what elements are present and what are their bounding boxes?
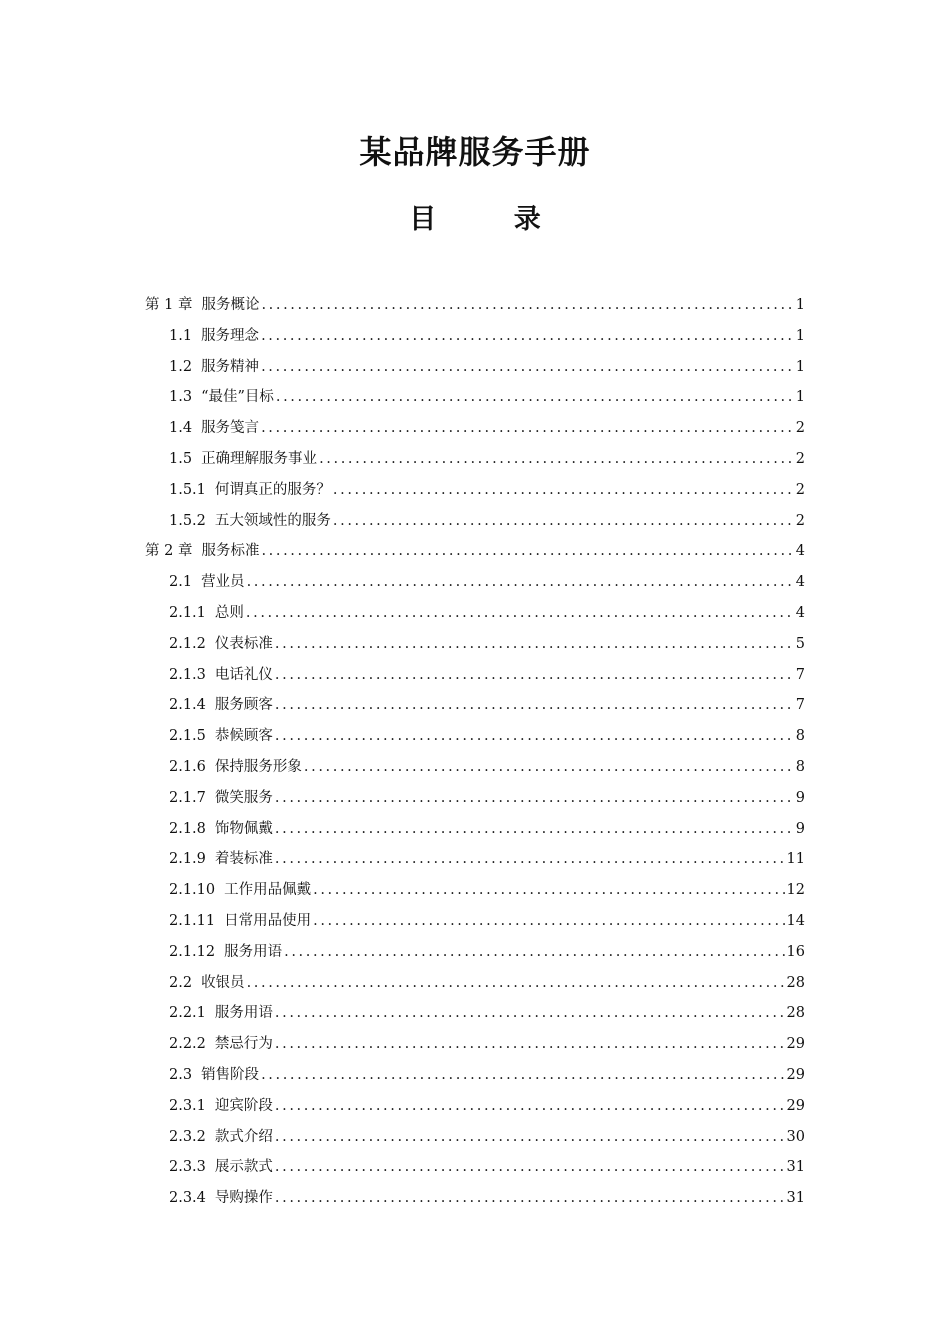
toc-section-entry[interactable] xyxy=(169,382,805,412)
document-title: 某品牌服务手册 xyxy=(359,133,591,171)
toc-section-entry[interactable] xyxy=(169,752,805,782)
toc-entry-label: 工作用品佩戴 xyxy=(224,882,312,899)
toc-entry-label: 正确理解服务事业 xyxy=(201,451,318,467)
toc-entry-label: 着装标准 xyxy=(214,851,273,868)
toc-dot-leader xyxy=(261,413,794,443)
toc-section-entry[interactable] xyxy=(169,1029,805,1059)
toc-entry-number: 第 2 章 xyxy=(145,543,193,560)
toc-page-number: 2 xyxy=(795,451,805,467)
toc-dot-leader xyxy=(261,290,793,320)
toc-page-number: 8 xyxy=(795,728,805,745)
toc-entry-number: 1.5.1 xyxy=(169,481,206,498)
toc-entry-label: 电话礼仪 xyxy=(214,666,273,683)
toc-entry-number: 2.1.9 xyxy=(169,851,206,868)
toc-entry-label: 日常用品使用 xyxy=(224,913,312,929)
toc-dot-leader xyxy=(275,690,794,720)
toc-page-number: 9 xyxy=(795,820,805,837)
toc-section-entry[interactable] xyxy=(169,444,805,474)
toc-entry-number: 2.1.1 xyxy=(169,605,206,621)
toc-section-entry[interactable] xyxy=(169,352,805,382)
toc-entry-number: 1.1 xyxy=(169,327,193,344)
toc-dot-leader xyxy=(261,536,793,566)
toc-dot-leader xyxy=(275,629,794,659)
toc-entry-number: 2.2.1 xyxy=(169,1005,206,1022)
toc-entry-number: 2.1.10 xyxy=(169,882,216,899)
toc-page-number: 8 xyxy=(795,759,805,775)
toc-entry-number: 2.1.7 xyxy=(169,789,206,806)
toc-page-number: 7 xyxy=(795,666,805,683)
toc-dot-leader xyxy=(319,444,794,474)
toc-page-number: 30 xyxy=(786,1128,805,1145)
toc-page-number: 2 xyxy=(795,512,805,529)
toc-section-entry[interactable] xyxy=(169,1060,805,1090)
toc-entry-number: 2.2 xyxy=(169,974,193,991)
toc-entry-label: 迎宾阶段 xyxy=(214,1097,273,1114)
toc-entry-number: 2.1.11 xyxy=(169,913,216,929)
toc-entry-label: 总则 xyxy=(214,605,244,621)
toc-section-entry[interactable] xyxy=(169,906,805,936)
toc-section-entry[interactable] xyxy=(169,506,805,536)
toc-entry-number: 2.3.3 xyxy=(169,1159,206,1176)
toc-dot-leader xyxy=(275,844,785,874)
toc-entry-label: 五大领域性的服务 xyxy=(214,512,331,529)
toc-entry-number: 1.2 xyxy=(169,358,193,375)
toc-entry-number: 2.1 xyxy=(169,574,193,591)
toc-entry-number: 1.3 xyxy=(169,389,193,406)
toc-entry-label: 何谓真正的服务？ xyxy=(214,481,331,498)
toc-entry-number: 2.2.2 xyxy=(169,1036,206,1053)
toc-entry-number: 2.3 xyxy=(169,1067,193,1083)
toc-section-entry[interactable] xyxy=(169,968,805,998)
toc-dot-leader xyxy=(313,875,784,905)
toc-entry-label: 禁忌行为 xyxy=(214,1036,273,1053)
toc-page-number: 31 xyxy=(786,1159,805,1176)
toc-section-entry[interactable] xyxy=(169,937,805,967)
toc-section-entry[interactable] xyxy=(169,660,805,690)
toc-section-entry[interactable] xyxy=(169,629,805,659)
toc-entry-label: 服务理念 xyxy=(201,327,260,344)
toc-entry-number: 2.1.2 xyxy=(169,635,206,652)
toc-chapter-entry[interactable] xyxy=(145,536,805,566)
toc-dot-leader xyxy=(275,1091,785,1121)
toc-dot-leader xyxy=(275,721,794,751)
toc-section-entry[interactable] xyxy=(169,814,805,844)
toc-page-number: 4 xyxy=(795,543,805,560)
toc-entry-label: 服务精神 xyxy=(201,358,260,375)
toc-entry-number: 2.1.8 xyxy=(169,820,206,837)
toc-page-number: 12 xyxy=(786,882,805,899)
toc-entry-number: 2.1.5 xyxy=(169,728,206,745)
toc-entry-number: 2.3.2 xyxy=(169,1128,206,1145)
toc-page-number: 1 xyxy=(795,358,805,375)
toc-page-number: 2 xyxy=(795,481,805,498)
toc-page-number: 2 xyxy=(795,420,805,437)
toc-section-entry[interactable] xyxy=(169,413,805,443)
toc-entry-label: 饰物佩戴 xyxy=(214,820,273,837)
toc-section-entry[interactable] xyxy=(169,475,805,505)
toc-entry-number: 2.1.6 xyxy=(169,759,206,775)
toc-entry-number: 2.1.3 xyxy=(169,666,206,683)
toc-entry-number: 2.1.12 xyxy=(169,943,216,960)
toc-section-entry[interactable] xyxy=(169,1091,805,1121)
toc-dot-leader xyxy=(275,1183,785,1213)
toc-page-number: 29 xyxy=(786,1036,805,1053)
toc-entry-label: 服务标准 xyxy=(201,543,260,560)
toc-dot-leader xyxy=(275,814,794,844)
toc-entry-label: 微笑服务 xyxy=(214,789,273,806)
toc-entry-number: 1.5 xyxy=(169,451,193,467)
toc-entry-label: 收银员 xyxy=(201,974,245,991)
toc-dot-leader xyxy=(304,752,794,782)
toc-entry-label: 款式介绍 xyxy=(214,1128,273,1145)
toc-entry-number: 2.3.4 xyxy=(169,1190,206,1207)
toc-dot-leader xyxy=(275,1122,785,1152)
toc-page-number: 16 xyxy=(786,943,805,960)
toc-entry-label: 营业员 xyxy=(201,574,245,591)
toc-entry-label: 仪表标准 xyxy=(214,635,273,652)
toc-section-entry[interactable] xyxy=(169,567,805,597)
toc-dot-leader xyxy=(275,660,794,690)
toc-section-entry[interactable] xyxy=(169,1152,805,1182)
toc-dot-leader xyxy=(333,475,794,505)
toc-dot-leader xyxy=(246,598,794,628)
toc-page-number: 9 xyxy=(795,789,805,806)
toc-entry-label: 恭候顾客 xyxy=(214,728,273,745)
toc-entry-label: “最佳”目标 xyxy=(201,389,274,406)
toc-entry-number: 2.1.4 xyxy=(169,697,206,714)
toc-section-entry[interactable] xyxy=(169,875,805,905)
toc-dot-leader xyxy=(276,382,794,412)
toc-entry-label: 保持服务形象 xyxy=(214,759,302,775)
toc-section-entry[interactable] xyxy=(169,598,805,628)
toc-page-number: 28 xyxy=(786,1005,805,1022)
toc-section-entry[interactable] xyxy=(169,1183,805,1213)
toc-section-entry[interactable] xyxy=(169,998,805,1028)
toc-entry-label: 服务用语 xyxy=(224,943,283,960)
toc-page-number: 4 xyxy=(795,574,805,591)
toc-section-entry[interactable] xyxy=(169,1122,805,1152)
toc-entry-label: 服务顾客 xyxy=(214,697,273,714)
toc-entry-number: 1.4 xyxy=(169,420,193,437)
toc-page-number: 7 xyxy=(795,697,805,714)
toc-page-number: 11 xyxy=(786,851,805,868)
toc-entry-number: 1.5.2 xyxy=(169,512,206,529)
toc-page-number: 28 xyxy=(786,974,805,991)
toc-dot-leader xyxy=(275,1152,785,1182)
toc-page-number: 31 xyxy=(786,1190,805,1207)
toc-dot-leader xyxy=(275,783,794,813)
toc-section-entry[interactable] xyxy=(169,844,805,874)
toc-page-number: 1 xyxy=(795,389,805,406)
toc-page-number: 5 xyxy=(795,635,805,652)
toc-page-number: 29 xyxy=(786,1097,805,1114)
toc-page-number: 4 xyxy=(795,605,805,621)
toc-chapter-entry[interactable] xyxy=(145,290,805,320)
toc-section-entry[interactable] xyxy=(169,783,805,813)
toc-dot-leader xyxy=(284,937,784,967)
toc-dot-leader xyxy=(247,567,794,597)
toc-entry-label: 服务笺言 xyxy=(201,420,260,437)
toc-entry-number: 第 1 章 xyxy=(145,297,193,313)
toc-entry-label: 服务用语 xyxy=(214,1005,273,1022)
toc-section-entry[interactable] xyxy=(169,321,805,351)
toc-entry-label: 销售阶段 xyxy=(201,1067,260,1083)
toc-page-number: 1 xyxy=(795,327,805,344)
toc-dot-leader xyxy=(275,998,785,1028)
toc-section-entry[interactable] xyxy=(169,721,805,751)
toc-dot-leader xyxy=(247,968,785,998)
toc-entry-label: 服务概论 xyxy=(201,297,260,313)
toc-dot-leader xyxy=(275,1029,785,1059)
toc-page-number: 14 xyxy=(786,913,805,929)
toc-dot-leader xyxy=(261,352,794,382)
toc-heading: 目 录 xyxy=(409,204,575,235)
toc-dot-leader xyxy=(313,906,784,936)
toc-page-number: 29 xyxy=(786,1067,805,1083)
toc-dot-leader xyxy=(333,506,794,536)
toc-entry-number: 2.3.1 xyxy=(169,1097,206,1114)
toc-section-entry[interactable] xyxy=(169,690,805,720)
toc-dot-leader xyxy=(261,1060,784,1090)
toc-page-number: 1 xyxy=(795,297,805,313)
toc-dot-leader xyxy=(261,321,794,351)
toc-entry-label: 导购操作 xyxy=(214,1190,273,1207)
toc-entry-label: 展示款式 xyxy=(214,1159,273,1176)
